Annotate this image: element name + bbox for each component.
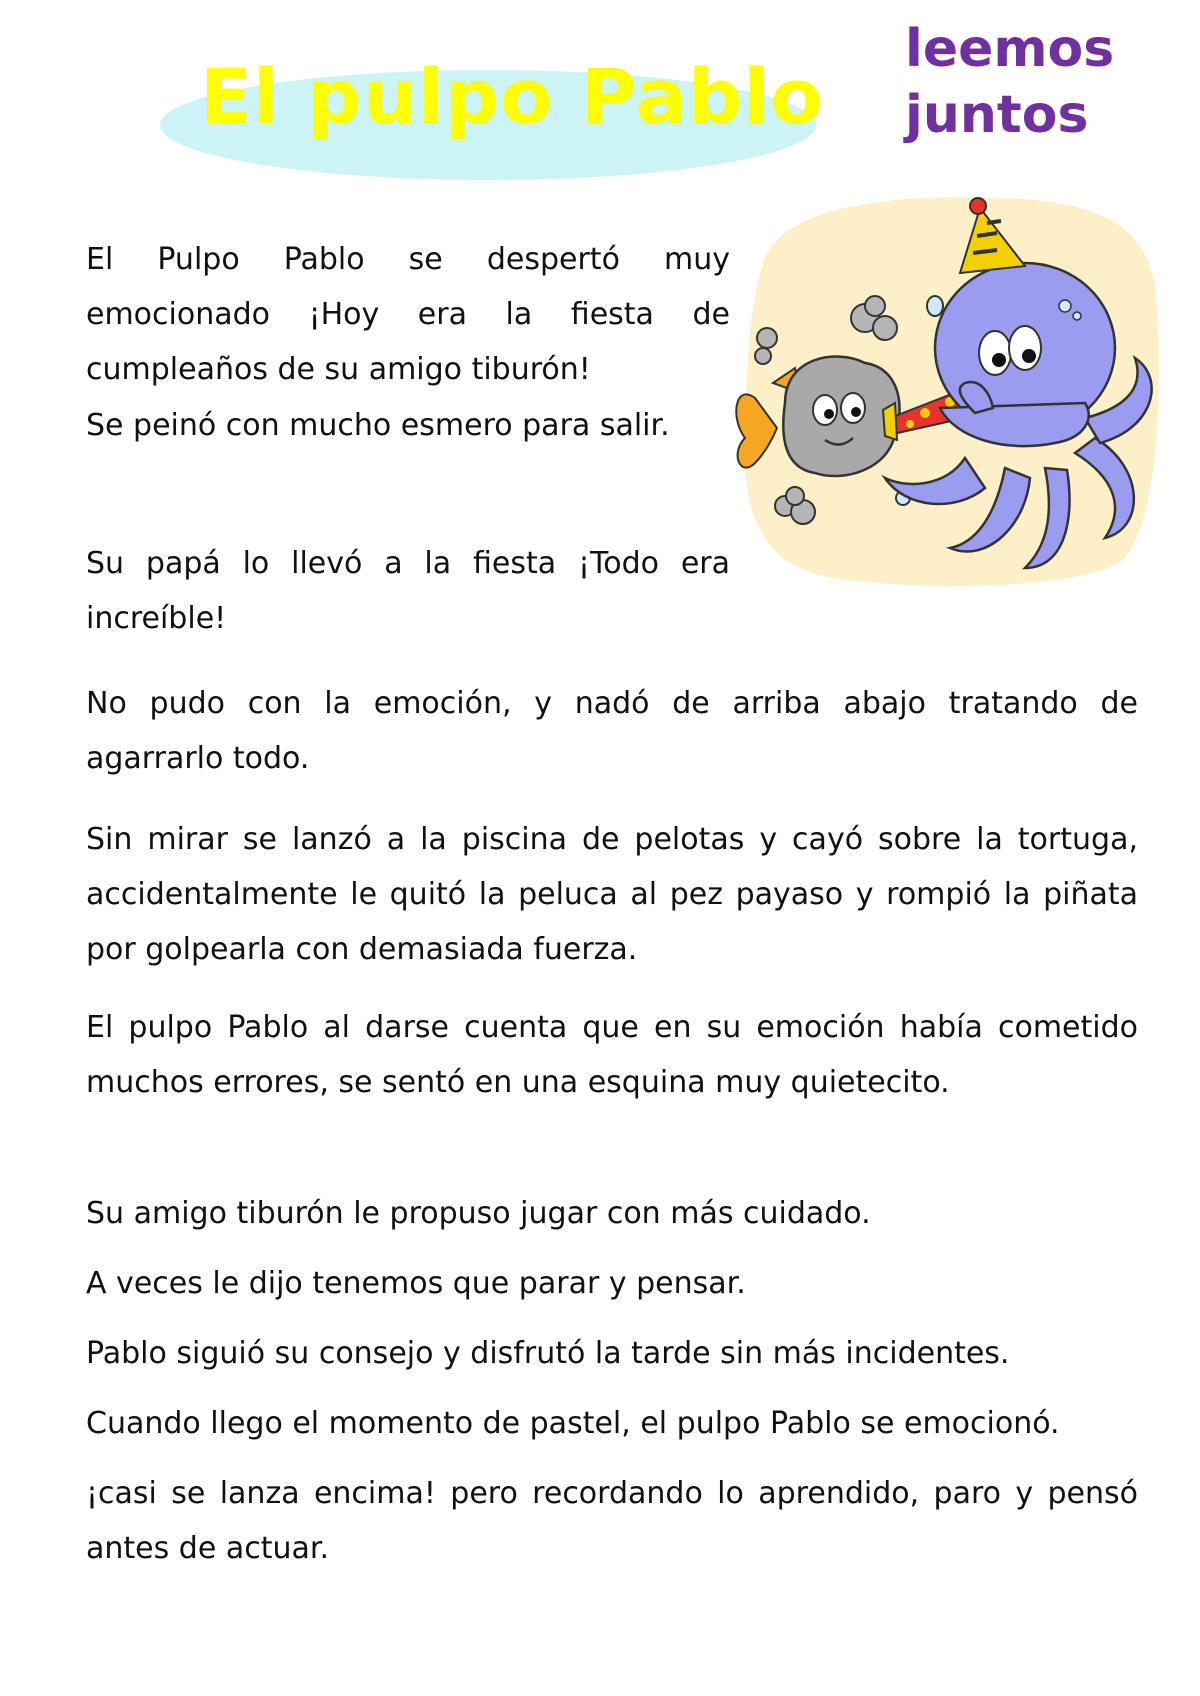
- badge-line-2: juntos: [905, 85, 1089, 145]
- story-paragraph: El Pulpo Pablo se despertó muy emocionado ¡Hoy era la fiesta de cumpleaños de su amigo tiburón!: [86, 242, 730, 387]
- story-paragraph: Su amigo tiburón le propuso jugar con más cuidado.: [86, 1196, 871, 1231]
- story-paragraph: Se peinó con mucho esmero para salir.: [86, 408, 670, 443]
- story-paragraph: El pulpo Pablo al darse cuenta que en su emoción había cometido muchos errores, se sentó en una esquina muy quietecito.: [86, 1010, 1138, 1100]
- octopus-party-icon: [725, 188, 1165, 598]
- story-paragraph: No pudo con la emoción, y nadó de arriba abajo tratando de agarrarlo todo.: [86, 686, 1138, 776]
- story-paragraph: Cuando llego el momento de pastel, el pulpo Pablo se emocionó.: [86, 1406, 1060, 1441]
- story-paragraph: Sin mirar se lanzó a la piscina de pelotas y cayó sobre la tortuga, accidentalmente le quitó la peluca al pez payaso y rompió la piñata por golpearla con demasiada fuerza.: [86, 822, 1138, 967]
- story-paragraph: Su papá lo llevó a la fiesta ¡Todo era increíble!: [86, 546, 730, 636]
- leemos-juntos-badge: [905, 16, 1145, 145]
- page-title: El pulpo Pablo: [200, 52, 824, 141]
- badge-line-1: leemos: [905, 19, 1115, 79]
- story-paragraph: Pablo siguió su consejo y disfrutó la tarde sin más incidentes.: [86, 1336, 1010, 1371]
- story-paragraph: ¡casi se lanza encima! pero recordando lo aprendido, paro y pensó antes de actuar.: [86, 1476, 1138, 1566]
- story-paragraph: A veces le dijo tenemos que parar y pensar.: [86, 1266, 746, 1301]
